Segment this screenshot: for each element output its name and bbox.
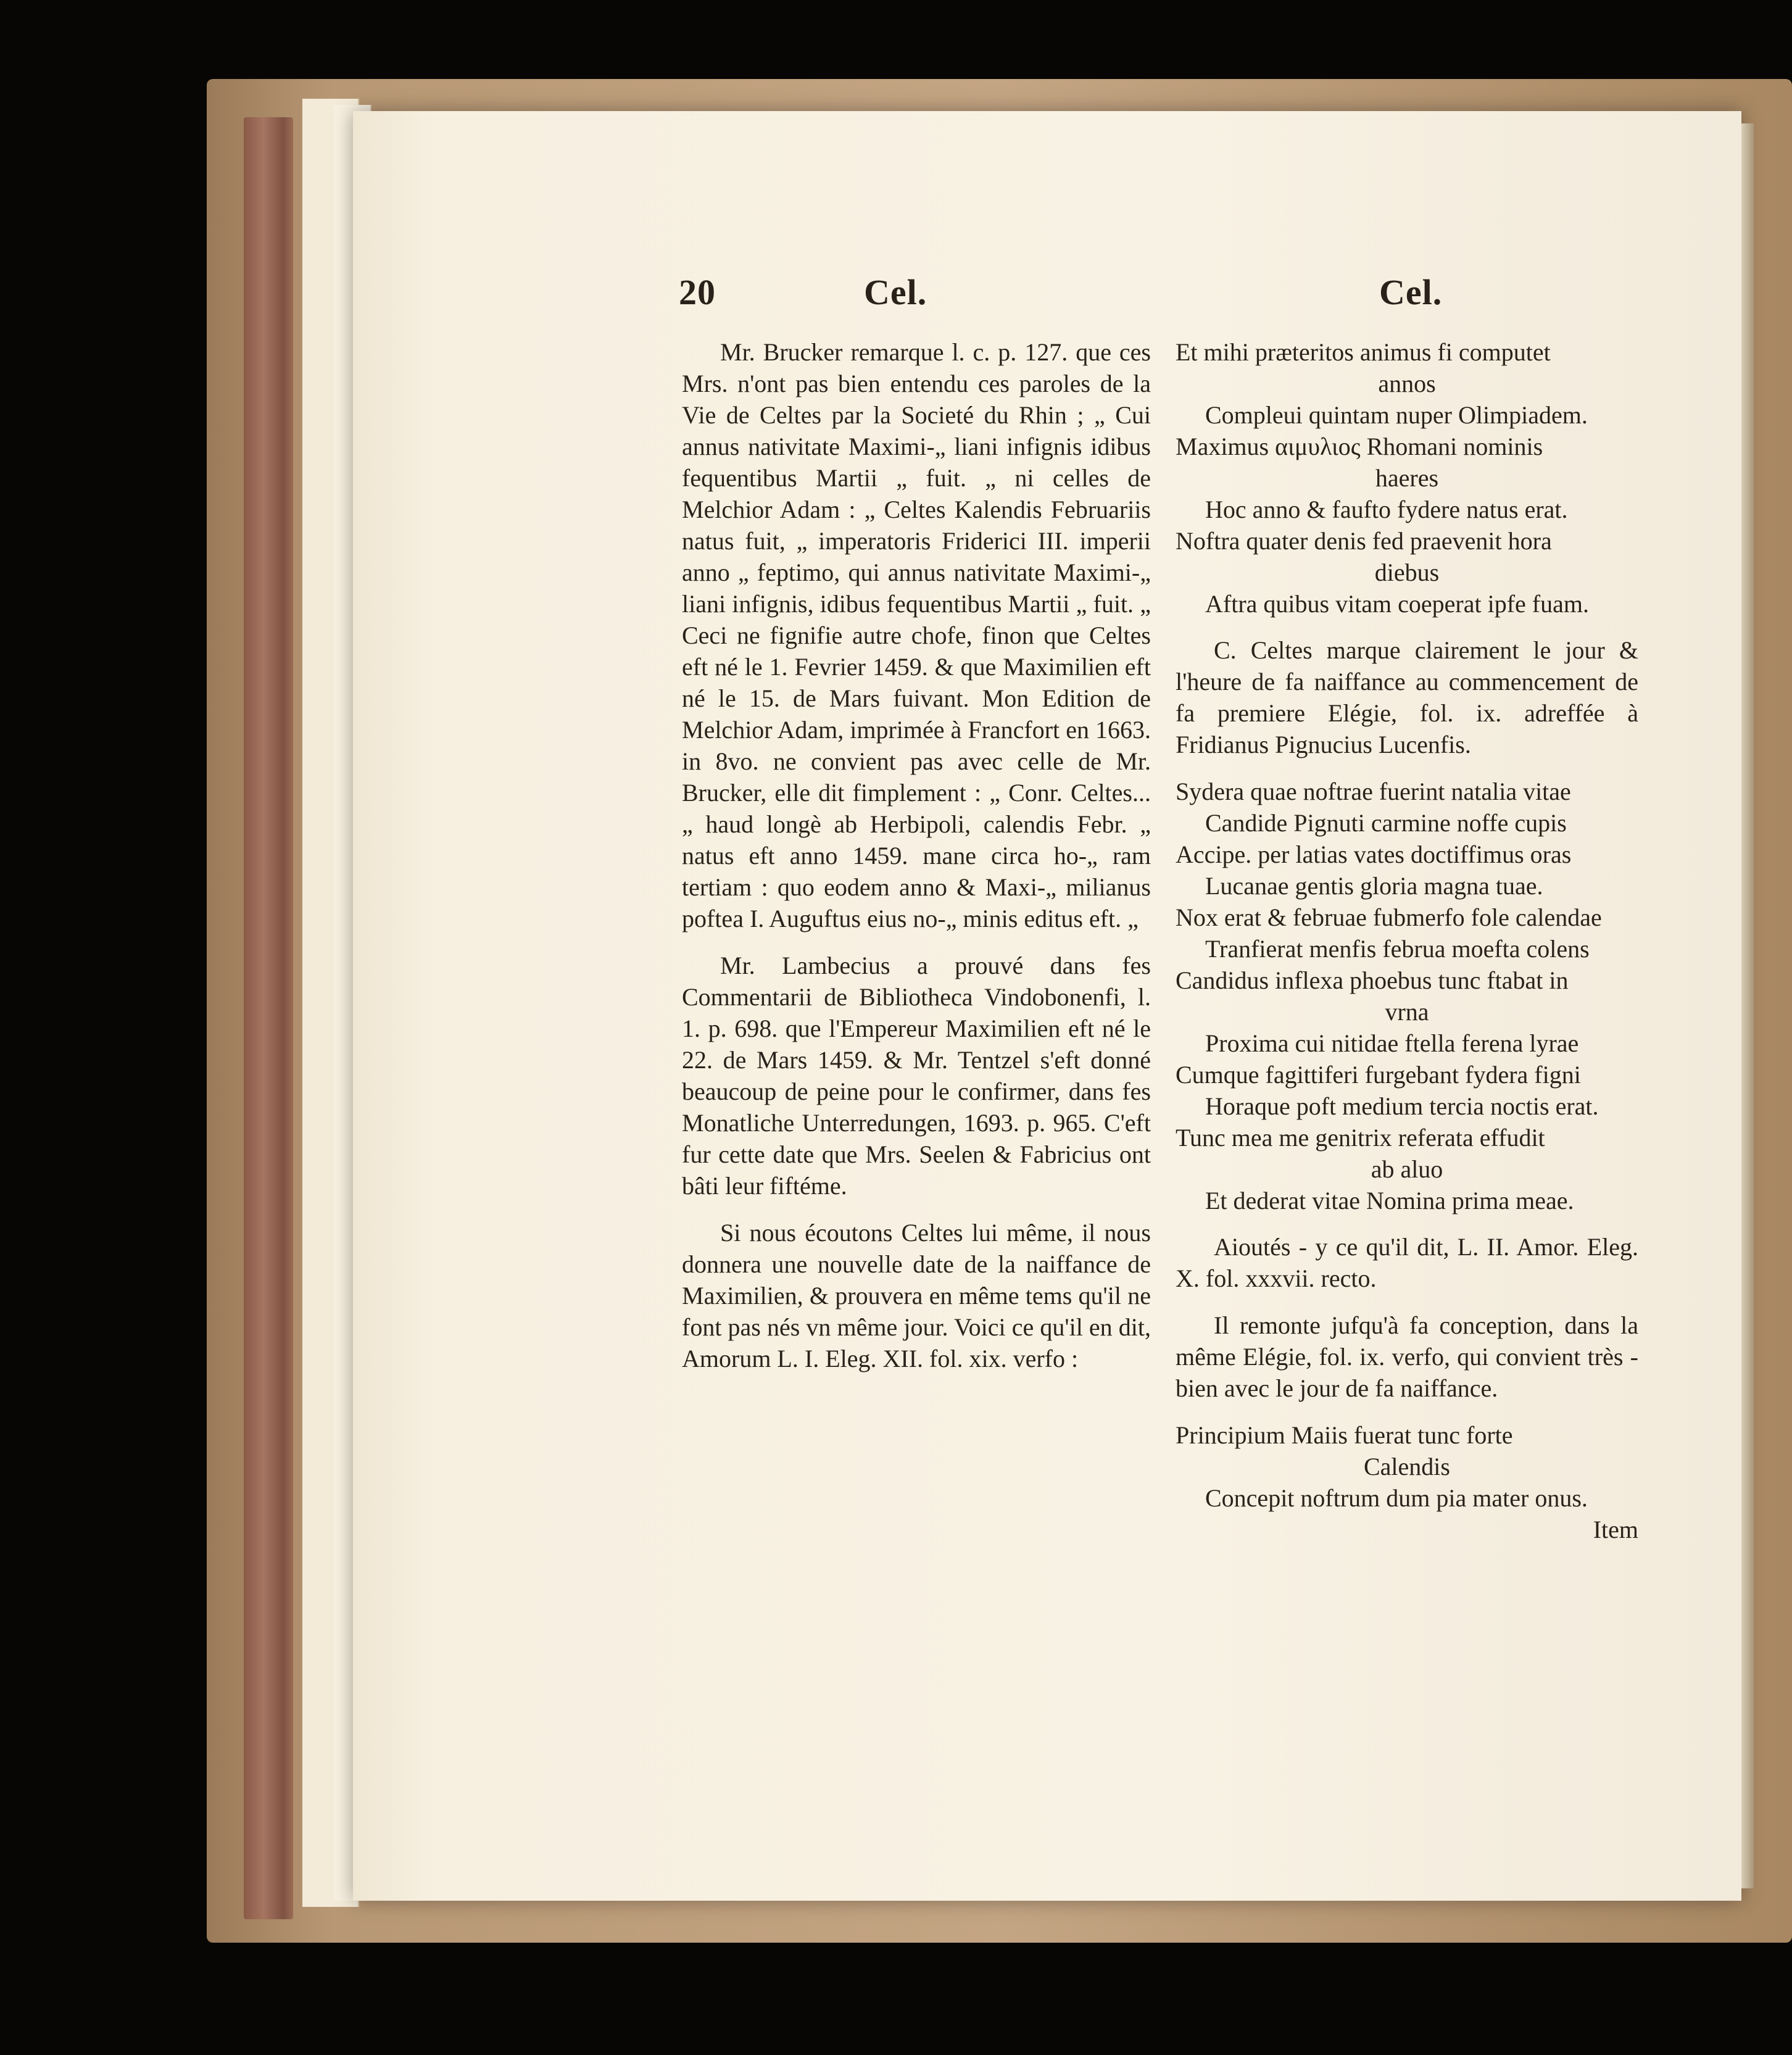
verse-line: Proxima cui nitidae ftella ferena lyrae	[1205, 1029, 1579, 1057]
verse-line: Concepit noftrum dum pia mater onus.	[1205, 1484, 1588, 1512]
verse-line: Calendis	[1364, 1453, 1450, 1480]
verse-line: diebus	[1374, 558, 1440, 586]
verse-line: Et mihi præteritos animus fi computet	[1176, 338, 1551, 366]
running-head-right: Cel.	[1379, 272, 1443, 312]
page-number: 20	[679, 272, 716, 312]
verse-line: Compleui quintam nuper Olimpiadem.	[1205, 401, 1588, 429]
verse-line: Noftra quater denis fed praevenit hora	[1176, 527, 1552, 555]
paragraph: Si nous écoutons Celtes lui même, il nous donnera une nouvelle date de la naiffance de Maximilien, & prouvera en même tems qu'il ne font pas nés vn même jour. Voici ce qu'il en dit, Amorum L. I. Eleg. XII. fol. xix. verfo :	[682, 1219, 1151, 1372]
paragraph: Mr. Lambecius a prouvé dans fes Commentarii de Bibliotheca Vindobonenfi, l. 1. p. 698. que l'Empereur Maximilien eft né le 22. de Mars 1459. & Mr. Tentzel s'eft donné beaucoup de peine pour le confirmer, dans fes Monatliche Unterredungen, 1693. p. 965. C'eft fur cette date que Mrs. Seelen & Fabricius ont bâti leur fiftéme.	[682, 952, 1151, 1200]
verse-block	[1176, 336, 1638, 620]
verse-line: Sydera quae noftrae fuerint natalia vitae	[1176, 778, 1571, 805]
verse-line: Candide Pignuti carmine noffe cupis	[1205, 809, 1567, 837]
page-gutter	[1741, 123, 1754, 1888]
catchword: Item	[1593, 1516, 1638, 1543]
verse-line: Lucanae gentis gloria magna tuae.	[1205, 872, 1543, 900]
verse-block	[1176, 1419, 1638, 1545]
verse-line: Nox erat & februae fubmerfo fole calendae	[1176, 903, 1602, 931]
verse-line: Aftra quibus vitam coeperat ipfe fuam.	[1205, 590, 1589, 618]
verse-line: Tranfierat menfis februa moefta colens	[1205, 935, 1590, 963]
left-column	[682, 336, 1151, 1390]
verse-line: Accipe. per latias vates doctiffimus oras	[1176, 841, 1572, 868]
verse-block	[1176, 776, 1638, 1216]
verse-line: Candidus inflexa phoebus tunc ftabat in	[1176, 966, 1569, 994]
book-spine-edge	[244, 117, 293, 1919]
verse-line: Tunc mea me genitrix referata effudit	[1176, 1124, 1545, 1152]
verse-line: annos	[1378, 370, 1436, 397]
verse-line: vrna	[1385, 998, 1429, 1026]
verse-line: Maximus αιμυλιος Rhomani nominis	[1176, 433, 1543, 460]
paragraph: C. Celtes marque clairement le jour & l'heure de fa naiffance au commencement de fa premiere Elégie, fol. ix. adreffée à Fridianus Pignucius Lucenfis.	[1176, 636, 1638, 758]
verse-line: Horaque poft medium tercia noctis erat.	[1205, 1092, 1599, 1120]
running-head-left: Cel.	[864, 272, 927, 312]
paragraph: Il remonte jufqu'à fa conception, dans la même Elégie, fol. ix. verfo, qui convient très - bien avec le jour de fa naiffance.	[1176, 1311, 1638, 1402]
verse-line: Et dederat vitae Nomina prima meae.	[1205, 1187, 1574, 1214]
paragraph: Aioutés - y ce qu'il dit, L. II. Amor. Eleg. X. fol. xxxvii. recto.	[1176, 1233, 1638, 1292]
verse-line: Principium Maiis fuerat tunc forte	[1176, 1421, 1513, 1449]
right-column	[1176, 336, 1638, 1545]
verse-line: haeres	[1375, 464, 1439, 492]
verse-line: Hoc anno & faufto fydere natus erat.	[1205, 496, 1568, 523]
verse-line: ab aluo	[1371, 1155, 1443, 1183]
paragraph: Mr. Brucker remarque l. c. p. 127. que ces Mrs. n'ont pas bien entendu ces paroles de la Vie de Celtes par la Societé du Rhin ; „ Cui annus nativitate Maximi-„ liani infignis idibus fequentibus Martii „ fuit. „ ni celles de Melchior Adam : „ Celtes Kalendis Februariis natus fuit, „ imperatoris Friderici III. imperii anno „ feptimo, qui annus nativitate Maximi-„ liani infignis, idibus fequentibus Martii „ fuit. „ Ceci ne fignifie autre chofe, finon que Celtes eft né le 1. Fevrier 1459. & que Maximilien eft né le 15. de Mars fuivant. Mon Edition de Melchior Adam, imprimée à Francfort en 1663. in 8vo. ne convient pas avec celle de Mr. Brucker, elle dit fimplement : „ Conr. Celtes... „ haud longè ab Herbipoli, calendis Febr. „ natus eft anno 1459. mane circa ho-„ ram tertiam : quo eodem anno & Maxi-„ milianus poftea I. Auguftus eius no-„ minis editus eft. „	[682, 338, 1151, 932]
verse-line: Cumque fagittiferi furgebant fydera figni	[1176, 1061, 1581, 1089]
